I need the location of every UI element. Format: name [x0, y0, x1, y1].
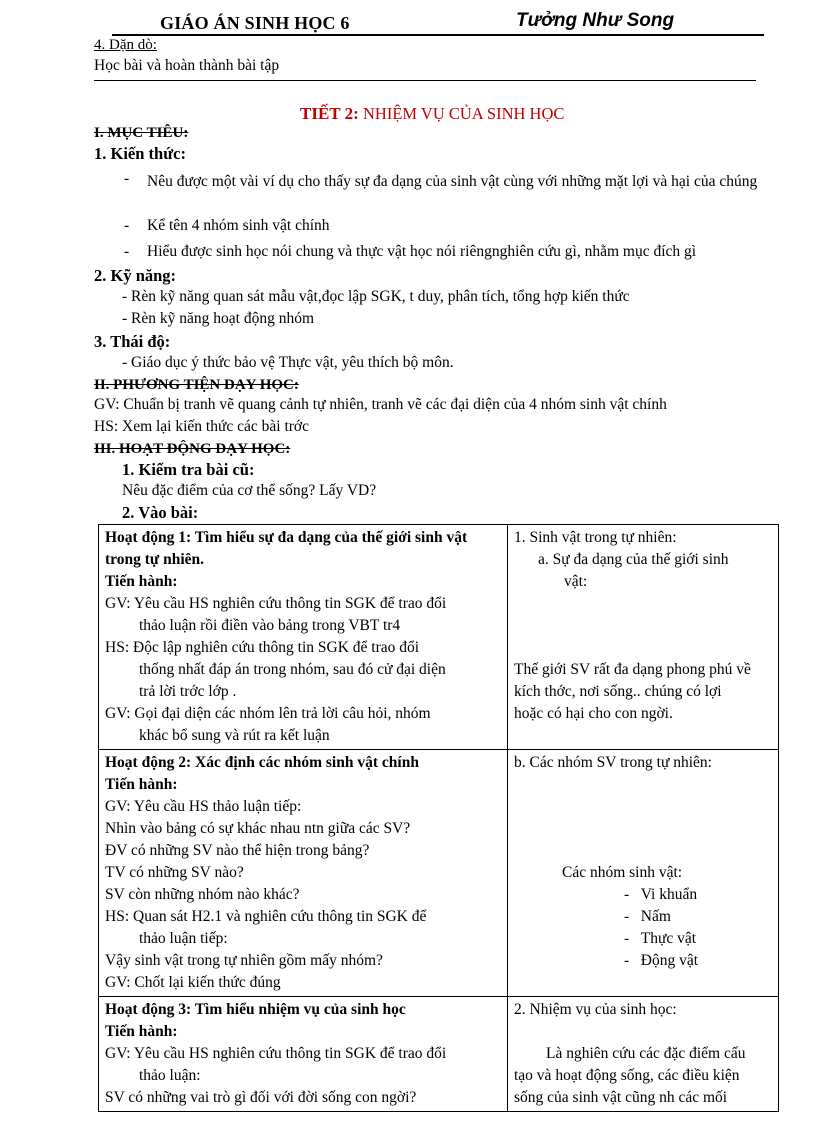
group-label: Thực vật	[640, 930, 697, 947]
content-cell	[508, 525, 779, 750]
group-item: - Thực vật	[624, 930, 697, 947]
knowledge-item: Nêu được một vài ví dụ cho thấy sự đa dạng của sinh vật cùng với những mặt lợi và hại của chúng	[147, 173, 758, 190]
check-question: Nêu đặc điểm của cơ thể sống? Lấy VD?	[122, 482, 377, 499]
content-line: hoặc có hại cho con ngời.	[514, 705, 673, 722]
activity-line: TV có những SV nào?	[105, 864, 244, 881]
activity-cell	[99, 750, 508, 997]
activity-line: trả lời trớc lớp .	[139, 683, 237, 700]
knowledge-item: Hiểu được sinh học nói chung và thực vật học nói riêngnghiên cứu gì, nhằm mục đích gì	[147, 243, 697, 260]
skills-item: - Rèn kỹ năng hoạt động nhóm	[122, 310, 315, 327]
content-cell	[508, 997, 779, 1112]
content-line: Là nghiên cứu các đặc điểm cấu	[546, 1045, 746, 1062]
content-line: Các nhóm sinh vật:	[562, 864, 683, 881]
activity-line: SV có những vai trò gì đối với đời sống con ngời?	[105, 1089, 417, 1106]
header-title: GIÁO ÁN SINH HỌC 6	[160, 13, 350, 33]
spacer	[514, 1021, 772, 1043]
activity-steps: Tiến hành:	[105, 776, 178, 793]
activity-title: Hoạt động 1: Tìm hiểu sự đa dạng của thế giới sinh vật trong tự nhiên.	[105, 529, 468, 568]
activity-steps: Tiến hành:	[105, 573, 178, 590]
activity-title: Hoạt động 3: Tìm hiểu nhiệm vụ của sinh học	[105, 1001, 406, 1018]
section4-text: Học bài và hoàn thành bài tập	[94, 57, 280, 74]
separator-line	[94, 80, 756, 81]
section4-heading: 4. Dặn dò:	[94, 37, 157, 53]
activity-cell	[99, 525, 508, 750]
activity-cell	[99, 997, 508, 1112]
spacer	[514, 593, 772, 659]
lesson-name: NHIỆM VỤ CỦA SINH HỌC	[363, 104, 565, 123]
content-line: b. Các nhóm SV trong tự nhiên:	[514, 754, 712, 771]
group-item: - Nấm	[624, 908, 671, 925]
content-cell	[508, 750, 779, 997]
header-author: Tưởng Như Song	[516, 10, 675, 31]
activity-line: GV: Chốt lại kiến thức đúng	[105, 974, 281, 991]
activity-line: GV: Yêu cầu HS thảo luận tiếp:	[105, 798, 302, 815]
header-rule	[112, 34, 764, 36]
activities-table	[98, 524, 779, 1112]
check-heading: 1. Kiểm tra bài cũ:	[122, 460, 255, 479]
content-line: sống của sinh vật cũng nh các mối	[514, 1089, 728, 1106]
activity-line: GV: Yêu cầu HS nghiên cứu thông tin SGK để trao đổi	[105, 1045, 447, 1062]
equipment-heading: II. PHƯƠNG TIỆN DẠY HỌC:	[94, 377, 299, 393]
group-item: - Động vật	[624, 952, 699, 969]
activity-line: thảo luận rồi điền vào bảng trong VBT tr4	[139, 617, 401, 634]
skills-heading: 2. Kỹ năng:	[94, 266, 177, 285]
activity-line: HS: Độc lập nghiên cứu thông tin SGK để trao đổi	[105, 639, 420, 656]
attitude-heading: 3. Thái độ:	[94, 332, 171, 351]
activity-line: thảo luận:	[139, 1067, 201, 1084]
activity-steps: Tiến hành:	[105, 1023, 178, 1040]
knowledge-heading: 1. Kiến thức:	[94, 144, 186, 163]
content-line: tạo và hoạt động sống, các điều kiện	[514, 1067, 740, 1084]
activity-line: Vậy sinh vật trong tự nhiên gồm mấy nhóm?	[105, 952, 383, 969]
bullet-dash: -	[124, 243, 130, 260]
table-row	[99, 997, 779, 1112]
content-line: vật:	[564, 573, 588, 590]
skills-item: - Rèn kỹ năng quan sát mẫu vật,đọc lập SGK, t duy, phân tích, tổng hợp kiến thức	[122, 288, 630, 305]
group-label: Vi khuẩn	[640, 886, 698, 903]
content-line: 1. Sinh vật trong tự nhiên:	[514, 529, 677, 546]
activity-line: ĐV có những SV nào thể hiện trong bảng?	[105, 842, 370, 859]
activity-line: GV: Gọi đại diện các nhóm lên trả lời câu hỏi, nhóm	[105, 705, 431, 722]
attitude-text: - Giáo dục ý thức bảo vệ Thực vật, yêu thích bộ môn.	[122, 354, 454, 371]
equipment-gv: GV: Chuẩn bị tranh vẽ quang cảnh tự nhiên, tranh vẽ các đại diện của 4 nhóm sinh vật chính	[94, 396, 667, 413]
group-label: Nấm	[640, 908, 671, 925]
content-line: kích thớc, nơi sống.. chúng có lợi	[514, 683, 722, 700]
content-line: a. Sự đa dạng của thế giới sinh	[538, 551, 729, 568]
activity-line: SV còn những nhóm nào khác?	[105, 886, 300, 903]
activity-title: Hoạt động 2: Xác định các nhóm sinh vật chính	[105, 754, 419, 771]
group-label: Động vật	[640, 952, 699, 969]
table-row	[99, 525, 779, 750]
activity-line: HS: Quan sát H2.1 và nghiên cứu thông tin SGK để	[105, 908, 427, 925]
lesson-prefix: TIẾT 2:	[300, 104, 359, 123]
table-row	[99, 750, 779, 997]
content-line: 2. Nhiệm vụ của sinh học:	[514, 1001, 677, 1018]
lesson-title	[300, 104, 564, 124]
new-lesson-heading: 2. Vào bài:	[122, 503, 199, 522]
spacer	[514, 774, 772, 862]
activity-line: Nhìn vào bảng có sự khác nhau ntn giữa các SV?	[105, 820, 411, 837]
activity-line: thống nhất đáp án trong nhóm, sau đó cử đại diện	[139, 661, 446, 678]
activity-line: khác bổ sung và rút ra kết luận	[139, 727, 330, 744]
bullet-dash: -	[124, 217, 130, 234]
knowledge-item: Kể tên 4 nhóm sinh vật chính	[147, 217, 330, 234]
group-item: - Vi khuẩn	[624, 886, 698, 903]
activity-line: GV: Yêu cầu HS nghiên cứu thông tin SGK để trao đổi	[105, 595, 447, 612]
equipment-hs: HS: Xem lại kiến thức các bài trớc	[94, 418, 310, 435]
objectives-heading: I. MỤC TIÊU:	[94, 125, 189, 141]
activity-line: thảo luận tiếp:	[139, 930, 228, 947]
content-line: Thế giới SV rất đa dạng phong phú về	[514, 661, 751, 678]
activities-heading: III. HOẠT ĐỘNG DẠY HỌC:	[94, 441, 291, 457]
bullet-dash: -	[124, 170, 130, 187]
